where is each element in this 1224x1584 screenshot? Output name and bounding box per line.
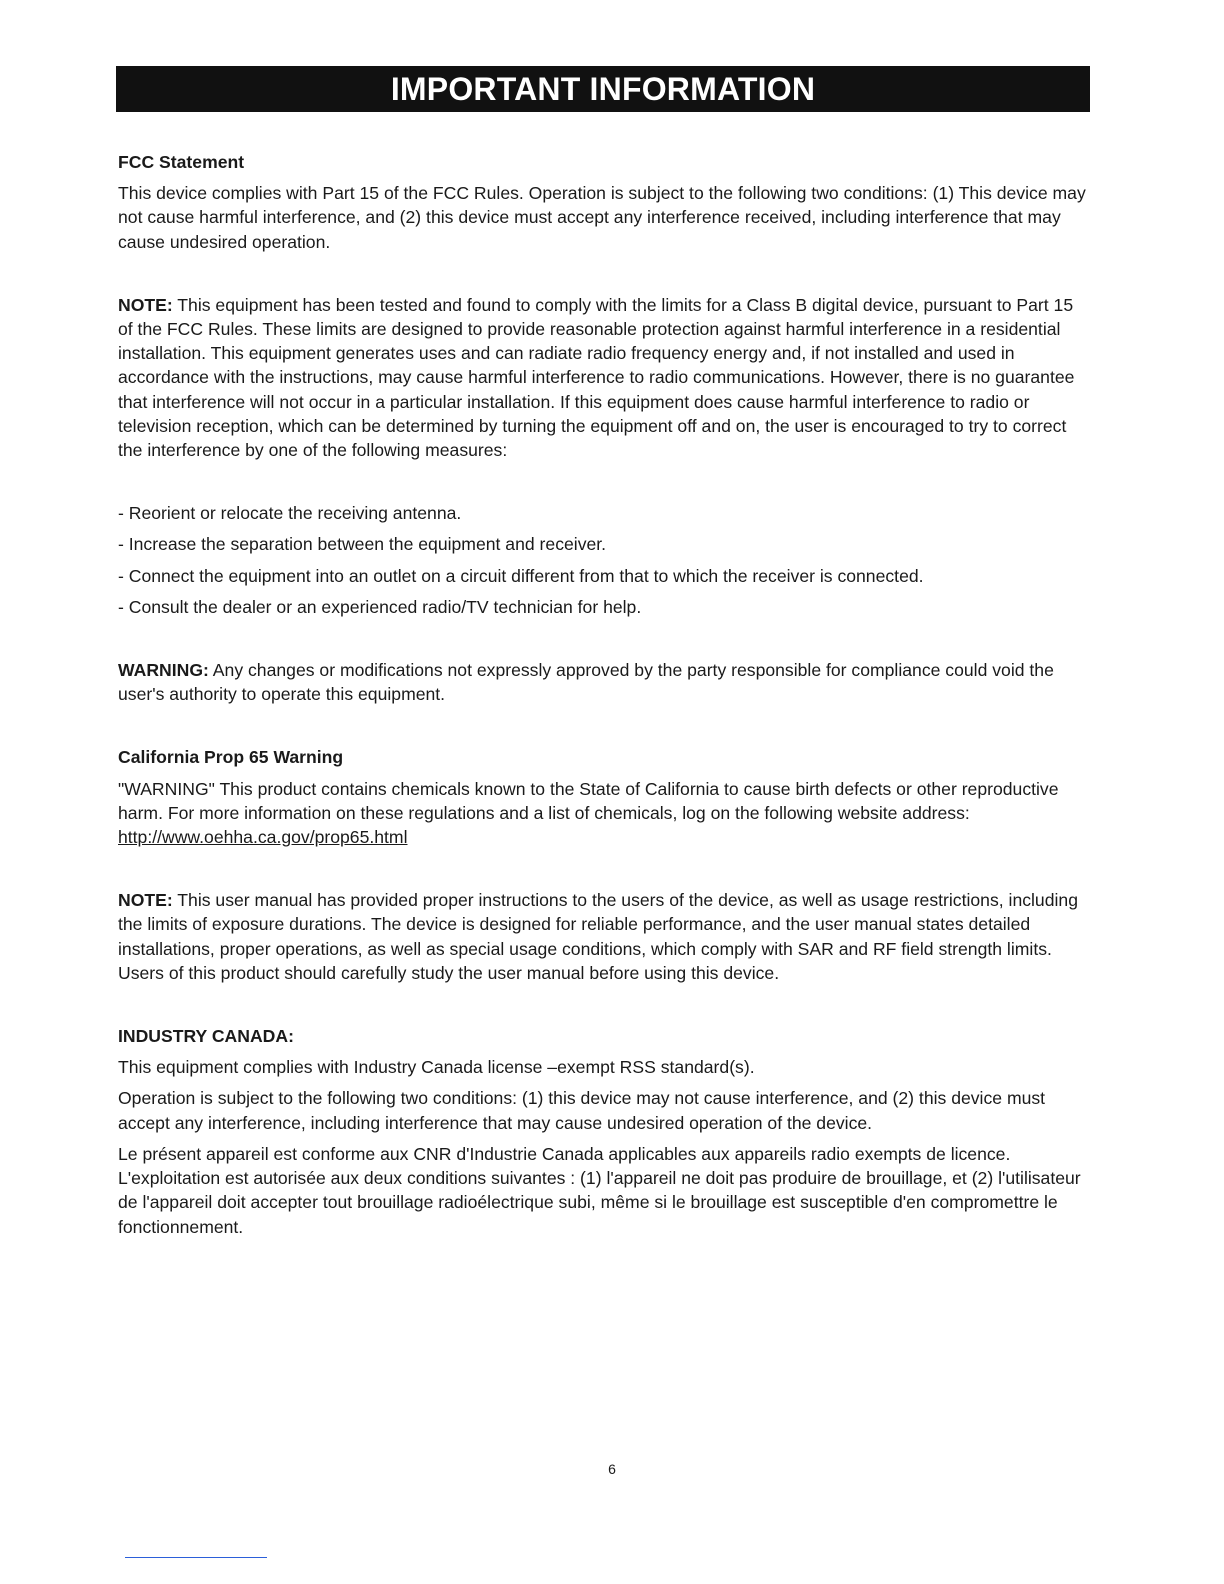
prop65-link[interactable]: http://www.oehha.ca.gov/prop65.html xyxy=(118,827,408,848)
prop65-paragraph xyxy=(118,777,1090,850)
warning-text: Any changes or modifications not expressly approved by the party responsible for compliance could void the user's authority to operate this equipment. xyxy=(118,660,1054,705)
measure-item: - Reorient or relocate the receiving antenna. xyxy=(118,503,462,524)
canada-paragraph-license: This equipment complies with Industry Canada license –exempt RSS standard(s). xyxy=(118,1057,755,1078)
warning-label: WARNING: xyxy=(118,660,209,681)
note-text: This user manual has provided proper instructions to the users of the device, as well as usage restrictions, including the limits of exposure durations. The device is designed for reliable performance, and the user manual states detailed installations, proper operations, as well as special usage conditions, which comply with SAR and RF field strength limits. Users of this product should carefully study the user manual before using this device. xyxy=(118,890,1078,983)
measure-item: - Increase the separation between the equipment and receiver. xyxy=(118,534,607,555)
page-title: IMPORTANT INFORMATION xyxy=(390,70,816,107)
fcc-heading: FCC Statement xyxy=(118,152,245,172)
canada-paragraph-conditions: Operation is subject to the following two conditions: (1) this device may not cause interference, and (2) this device must accept any interference, including interference that may cause undesired operation of the device. xyxy=(118,1088,1046,1133)
measure-item: - Connect the equipment into an outlet on a circuit different from that to which the receiver is connected. xyxy=(118,565,924,586)
warning-paragraph xyxy=(118,658,1090,706)
prop65-heading: California Prop 65 Warning xyxy=(118,747,344,768)
note-label: NOTE: xyxy=(118,294,173,315)
footer-divider xyxy=(125,1557,267,1558)
page-title-banner xyxy=(116,66,1090,112)
fcc-paragraph: This device complies with Part 15 of the FCC Rules. Operation is subject to the following two conditions: (1) This device may not cause harmful interference, and (2) this device must accept any interference received, including interference that may cause undesired operation. xyxy=(118,183,1086,252)
note-paragraph-manual xyxy=(118,888,1090,985)
prop65-text: "WARNING" This product contains chemicals known to the State of California to cause birth defects or other reproductive harm. For more information on these regulations and a list of chemicals, log on the following website address: xyxy=(118,778,1059,823)
canada-heading: INDUSTRY CANADA: xyxy=(118,1026,294,1047)
note-text: This equipment has been tested and found to comply with the limits for a Class B digital device, pursuant to Part 15 of the FCC Rules. These limits are designed to provide reasonable protection against harmful interference in a residential installation. This equipment generates uses and can radiate radio frequency energy and, if not installed and used in accordance with the instructions, may cause harmful interference to radio communications. However, there is no guarantee that interference will not occur in a particular installation. If this equipment does cause harmful interference to radio or television reception, which can be determined by turning the equipment off and on, the user is encouraged to try to correct the interference by one of the following measures: xyxy=(118,294,1075,461)
canada-paragraph-french: Le présent appareil est conforme aux CNR d'Industrie Canada applicables aux appareils radio exempts de licence. L'exploitation est autorisée aux deux conditions suivantes : (1) l'appareil ne doit pas produire de brouillage, et (2) l'utilisateur de l'appareil doit accepter tout brouillage radioélectrique subi, même si le brouillage est susceptible d'en compromettre le fonctionnement. xyxy=(118,1143,1081,1237)
page-number: 6 xyxy=(608,1461,616,1477)
note-paragraph-fcc xyxy=(118,293,1090,462)
document-body xyxy=(118,150,1090,1246)
note-label: NOTE: xyxy=(118,890,173,911)
measure-item: - Consult the dealer or an experienced radio/TV technician for help. xyxy=(118,596,642,617)
